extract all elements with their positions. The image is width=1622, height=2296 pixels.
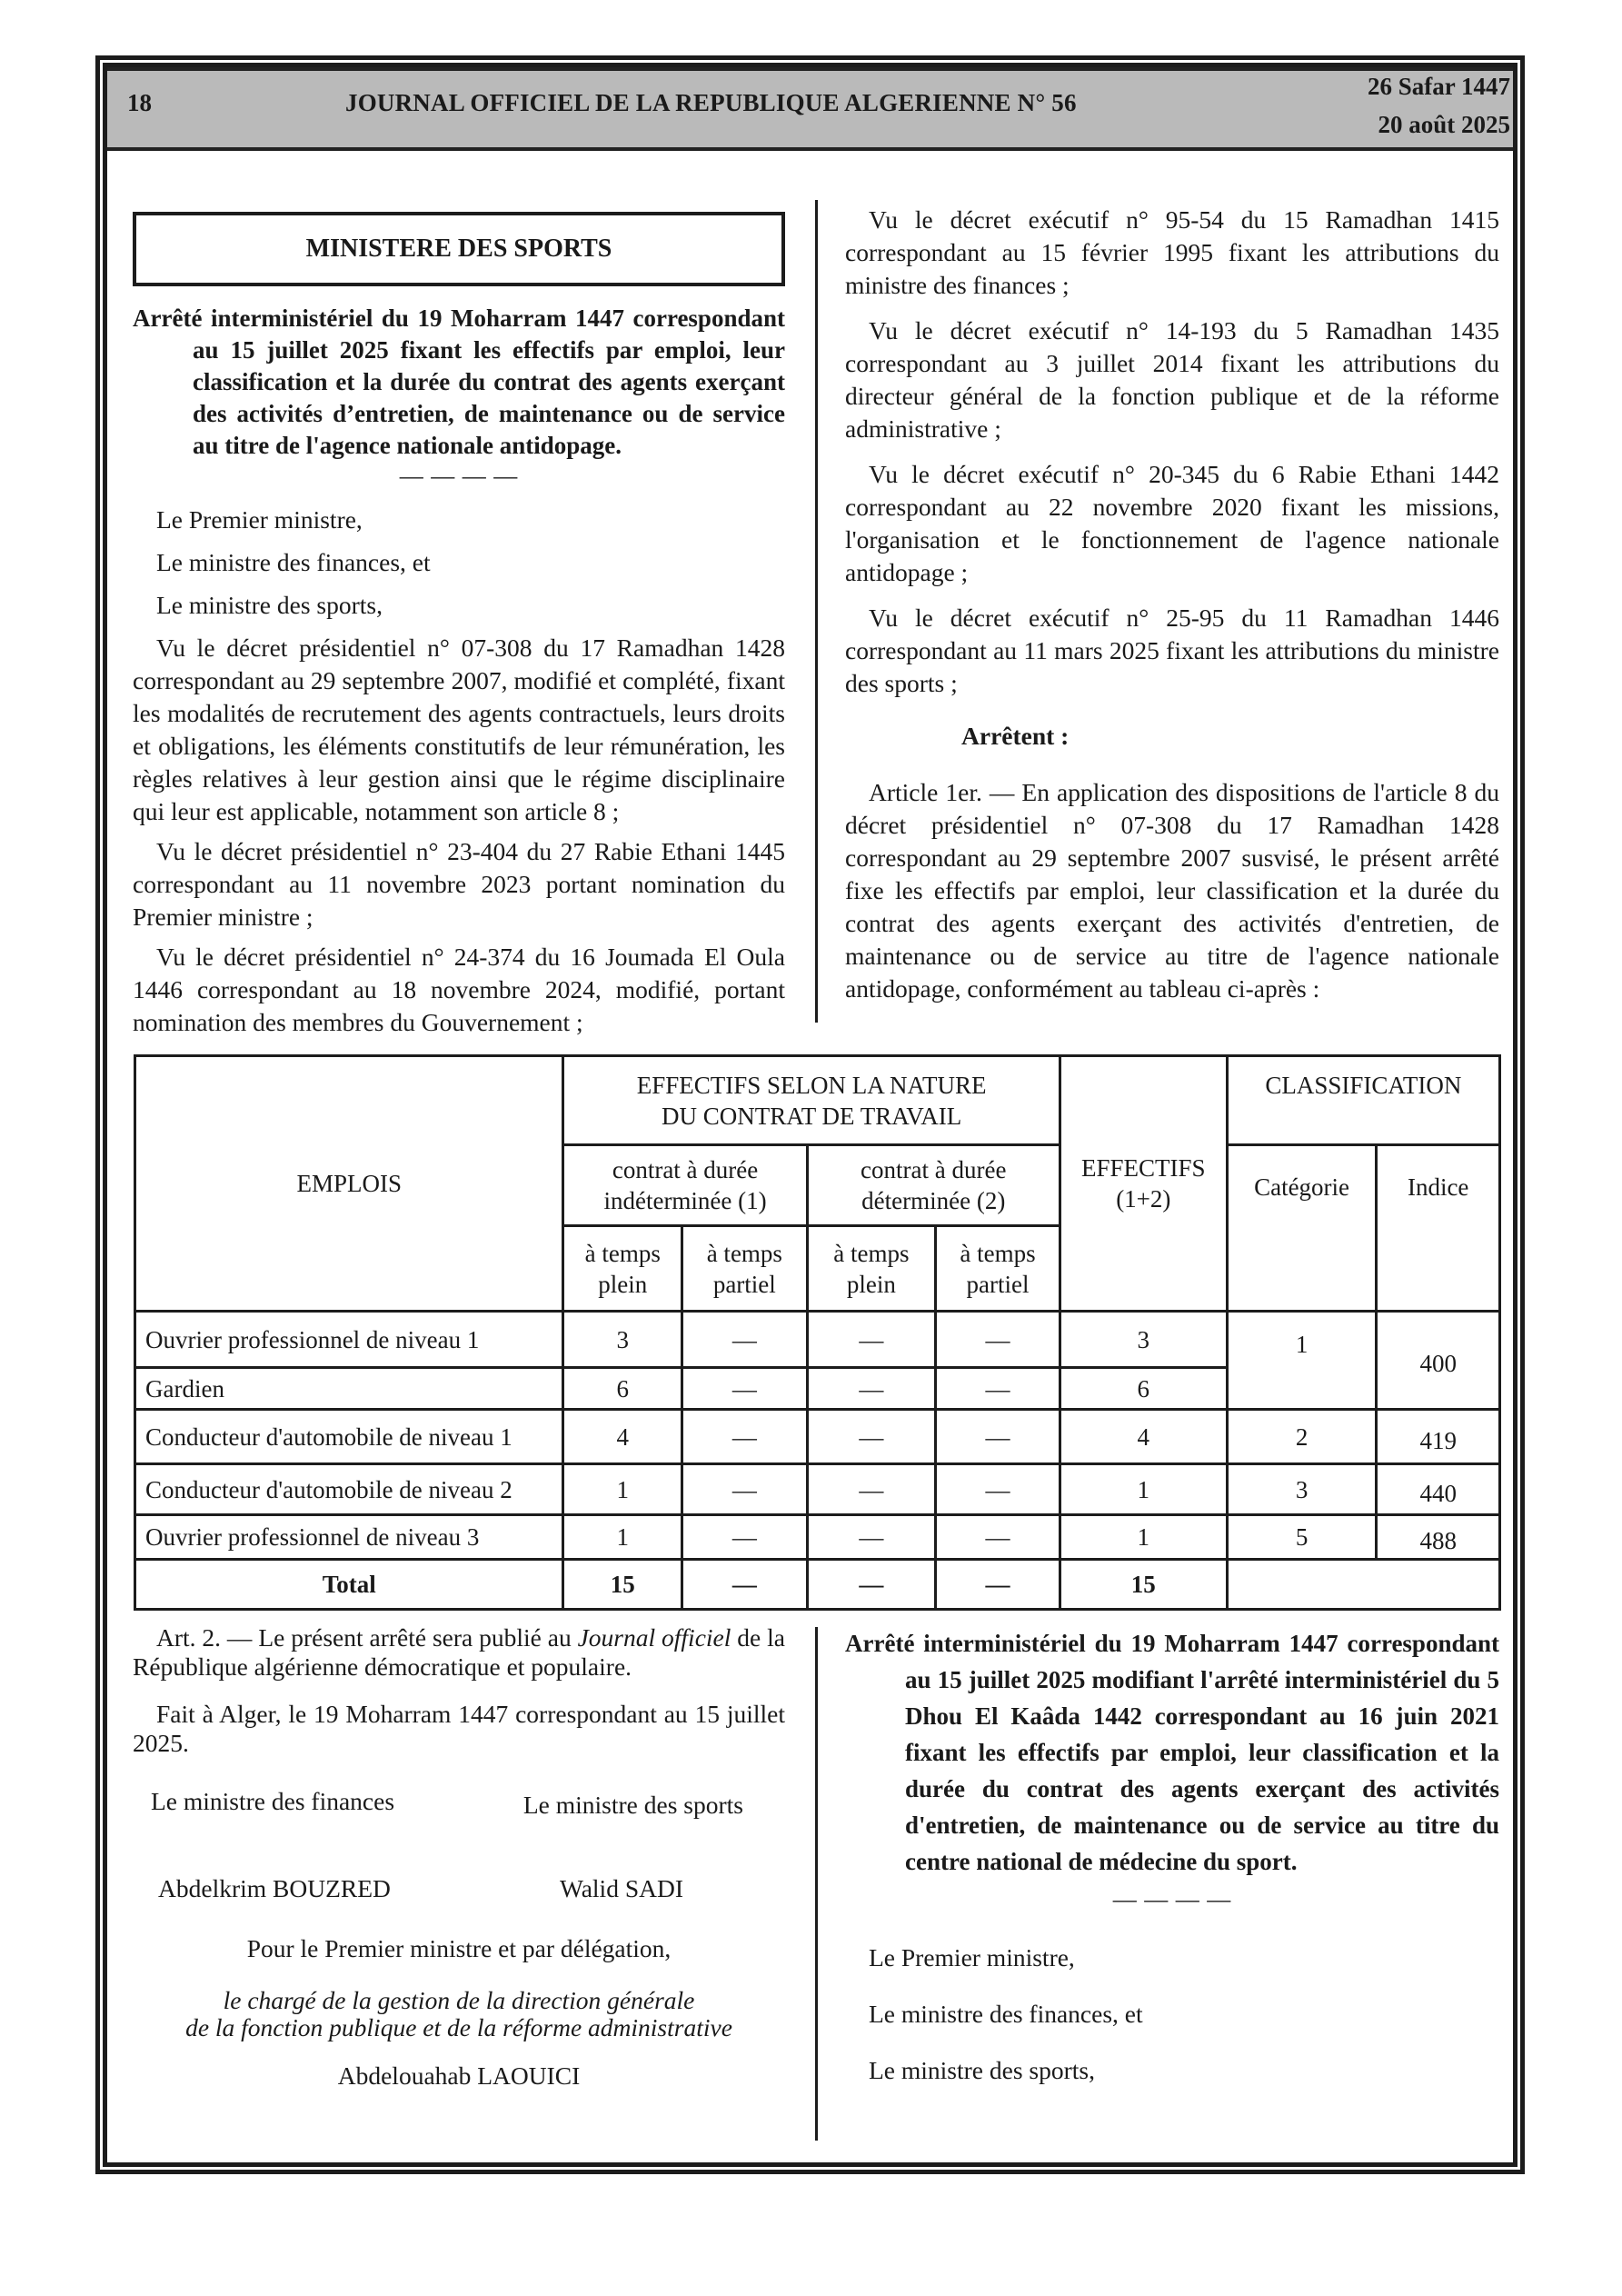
column-divider-top <box>815 200 818 1023</box>
cell-cdi-partiel: — <box>682 1312 807 1368</box>
paragraph: Le ministre des finances, et <box>869 2000 1143 2028</box>
sig-finances-title: Le ministre des finances <box>151 1787 395 1815</box>
paragraph: Vu le décret exécutif n° 95-54 du 15 Ramadhan 1415 correspondant au 15 février 1995 fixant les attributions du ministre des finances ; <box>845 205 1499 299</box>
cell-effectifs: 4 <box>1060 1410 1227 1464</box>
cell-emploi: Conducteur d'automobile de niveau 2 <box>135 1464 563 1515</box>
cell-total-label: Total <box>135 1560 563 1610</box>
signatories-names <box>133 1872 785 1905</box>
paragraph: Vu le décret présidentiel n° 23-404 du 27 Rabie Ethani 1445 correspondant au 11 novembre 2023 portant nomination du Premier ministre ; <box>133 837 785 931</box>
header-cdi-partiel: à temps partiel <box>682 1226 807 1312</box>
delegate-title-2: de la fonction publique et de la réforme administrative <box>185 2013 732 2041</box>
cell-cdd-partiel: — <box>936 1312 1060 1368</box>
cell-cdi-plein: 1 <box>563 1515 682 1560</box>
cell-categorie: 1 <box>1227 1312 1377 1410</box>
cell-cdd-partiel: — <box>936 1515 1060 1560</box>
separator: — — — — <box>399 463 519 489</box>
arretent: Arrêtent : <box>961 722 1070 750</box>
header-cdd-partiel: à temps partiel <box>936 1226 1060 1312</box>
signatories-titles <box>133 1785 785 1818</box>
journal-title: JOURNAL OFFICIEL DE LA REPUBLIQUE ALGERIENNE N° 56 <box>345 89 1077 116</box>
paragraph: Le ministre des sports, <box>156 591 383 619</box>
sig-sports-title: Le ministre des sports <box>522 1791 743 1819</box>
cell-emploi: Gardien <box>135 1368 563 1410</box>
cell-total-cdi-partiel: — <box>682 1560 807 1610</box>
paragraph: Le ministre des sports, <box>869 2056 1095 2084</box>
bottom-right-column <box>845 1625 1499 2097</box>
delegate-name: Abdelouahab LAOUICI <box>337 2061 581 2090</box>
hijri-date: 26 Safar 1447 <box>1367 73 1510 100</box>
header-indice: Indice <box>1377 1145 1500 1312</box>
header-cdd-plein: à temps plein <box>807 1226 936 1312</box>
header-cdd-text: contrat à durée déterminée (2) <box>861 1156 1007 1214</box>
table-row <box>135 1515 1500 1560</box>
cell-indice: 419 <box>1377 1410 1500 1464</box>
cell-total-cdd-plein: — <box>807 1560 936 1610</box>
cell-cdi-partiel: — <box>682 1410 807 1464</box>
second-decree-title: Arrêté interministériel du 19 Moharram 1447 correspondant au 15 juillet 2025 modifiant l'arrêté interministériel du 5 Dhou El Kaâda 1442 correspondant au 16 juin 2021 fixant les effectifs par emploi, leur classification et la durée du contrat des agents exerçant des activités d'entretien, de maintenance ou de service au titre du centre national de médecine du sport. <box>845 1630 1499 1875</box>
paragraph: Vu le décret présidentiel n° 24-374 du 16 Joumada El Oula 1446 correspondant au 18 novembre 2024, modifié, portant nomination des membres du Gouvernement ; <box>133 943 785 1036</box>
ministry-name: MINISTERE DES SPORTS <box>305 235 612 263</box>
cell-total-cdd-partiel: — <box>936 1560 1060 1610</box>
cell-cdi-partiel: — <box>682 1368 807 1410</box>
bottom-left-column <box>133 1623 785 2092</box>
cell-cdi-plein: 1 <box>563 1464 682 1515</box>
header-effectifs-nature <box>563 1056 1060 1145</box>
cell-indice: 488 <box>1377 1515 1500 1560</box>
header-cdd <box>807 1145 1060 1226</box>
delegation: Pour le Premier ministre et par délégation, <box>246 1934 672 1962</box>
decree-title: Arrêté interministériel du 19 Moharram 1447 correspondant au 15 juillet 2025 fixant les effectifs par emploi, leur classification et la durée du contrat des agents exerçant des activités d’entretien, de maintenance ou de service au titre de l'agence nationale antidopage. <box>133 304 785 459</box>
paragraph: Vu le décret exécutif n° 25-95 du 11 Ramadhan 1446 correspondant au 11 mars 2025 fixant les attributions du ministre des sports ; <box>845 604 1499 697</box>
cell-effectifs: 1 <box>1060 1464 1227 1515</box>
cell-emploi: Conducteur d'automobile de niveau 1 <box>135 1410 563 1464</box>
cell-categorie: 5 <box>1227 1515 1377 1560</box>
table-total-row <box>135 1560 1500 1610</box>
gregorian-date: 20 août 2025 <box>1378 111 1510 138</box>
separator: — — — — <box>1112 1886 1232 1912</box>
cell-effectifs: 3 <box>1060 1312 1227 1368</box>
table-row <box>135 1464 1500 1515</box>
cell-categorie: 2 <box>1227 1410 1377 1464</box>
ministry-box <box>133 212 785 286</box>
cell-cdd-plein: — <box>807 1368 936 1410</box>
cell-effectifs: 1 <box>1060 1515 1227 1560</box>
cell-cdd-plein: — <box>807 1312 936 1368</box>
header-effectifs-nature-text: EFFECTIFS SELON LA NATURE DU CONTRAT DE TRAVAIL <box>636 1071 987 1130</box>
sig-sports-name: Walid SADI <box>559 1874 683 1902</box>
cell-cdi-plein: 6 <box>563 1368 682 1410</box>
header-categorie: Catégorie <box>1227 1145 1377 1312</box>
cell-cdd-plein: — <box>807 1515 936 1560</box>
cell-indice: 440 <box>1377 1464 1500 1515</box>
cell-effectifs: 6 <box>1060 1368 1227 1410</box>
article-2-suffix: de la République algérienne démocratique et populaire. <box>133 1623 785 1681</box>
cell-emploi: Ouvrier professionnel de niveau 3 <box>135 1515 563 1560</box>
done-at: Fait à Alger, le 19 Moharram 1447 correspondant au 15 juillet 2025. <box>133 1700 785 1757</box>
cell-cdi-partiel: — <box>682 1464 807 1515</box>
header-classification: CLASSIFICATION <box>1227 1056 1499 1145</box>
left-column <box>133 303 785 1049</box>
cell-total-classification-empty <box>1227 1560 1499 1610</box>
cell-total-effectifs: 15 <box>1060 1560 1227 1610</box>
column-divider-bottom <box>815 1627 818 2141</box>
cell-cdd-plein: — <box>807 1464 936 1515</box>
article-2-prefix: Art. 2. — Le présent arrêté sera publié au <box>156 1623 578 1652</box>
paragraph: Le Premier ministre, <box>869 1943 1075 1972</box>
cell-cdi-partiel: — <box>682 1515 807 1560</box>
paragraph: Le ministre des finances, et <box>156 548 431 576</box>
cell-indice: 400 <box>1377 1312 1500 1410</box>
cell-cdi-plein: 3 <box>563 1312 682 1368</box>
cell-cdi-plein: 4 <box>563 1410 682 1464</box>
delegate-title-1: le chargé de la gestion de la direction générale <box>223 1986 695 2014</box>
table-row <box>135 1410 1500 1464</box>
cell-total-cdi-plein: 15 <box>563 1560 682 1610</box>
header-cdi-plein: à temps plein <box>563 1226 682 1312</box>
cell-cdd-partiel: — <box>936 1410 1060 1464</box>
cell-categorie: 3 <box>1227 1464 1377 1515</box>
header-effectifs-total <box>1060 1056 1227 1312</box>
page-number: 18 <box>127 89 152 116</box>
paragraph: Vu le décret exécutif n° 20-345 du 6 Rabie Ethani 1442 correspondant au 22 novembre 2020 fixant les missions, l'organisation et le fonctionnement de l'agence nationale antidopage ; <box>845 460 1499 586</box>
header-cdi-text: contrat à durée indéterminée (1) <box>603 1156 767 1214</box>
paragraph: Vu le décret présidentiel n° 07-308 du 17 Ramadhan 1428 correspondant au 29 septembre 2007, modifié et complété, fixant les modalités de recrutement des agents contractuels, leurs droits et obligations, les éléments constitutifs de leur rémunération, les règles relatives à leur gestion ainsi que le régime disciplinaire qui leur est applicable, notamment son article 8 ; <box>133 634 785 825</box>
journal-officiel-ref: Journal officiel <box>577 1623 731 1652</box>
cell-cdd-partiel: — <box>936 1368 1060 1410</box>
article-1: Article 1er. — En application des dispositions de l'article 8 du décret présidentiel n° 07-308 du 17 Ramadhan 1428 correspondant au 29 septembre 2007 susvisé, le présent arrêté fixe les effectifs par emploi, leur classification et la durée du contrat des agents exerçant des activités d'entretien, de maintenance ou de service au titre de l'agence nationale antidopage, conformément au tableau ci-après : <box>845 778 1499 1003</box>
paragraph: Vu le décret exécutif n° 14-193 du 5 Ramadhan 1435 correspondant au 3 juillet 2014 fixant les attributions du directeur général de la fonction publique et de la réforme administrative ; <box>845 316 1499 443</box>
staffing-table <box>134 1054 1501 1611</box>
sig-finances-name: Abdelkrim BOUZRED <box>158 1874 391 1902</box>
right-column <box>845 204 1499 1015</box>
cell-cdd-plein: — <box>807 1410 936 1464</box>
header-cdi <box>563 1145 807 1226</box>
header-emplois: EMPLOIS <box>135 1056 563 1312</box>
table-row <box>135 1312 1500 1368</box>
cell-cdd-partiel: — <box>936 1464 1060 1515</box>
paragraph: Le Premier ministre, <box>156 505 363 534</box>
article-2 <box>133 1623 785 1682</box>
header-effectifs-total-text: EFFECTIFS (1+2) <box>1081 1154 1206 1213</box>
cell-emploi: Ouvrier professionnel de niveau 1 <box>135 1312 563 1368</box>
